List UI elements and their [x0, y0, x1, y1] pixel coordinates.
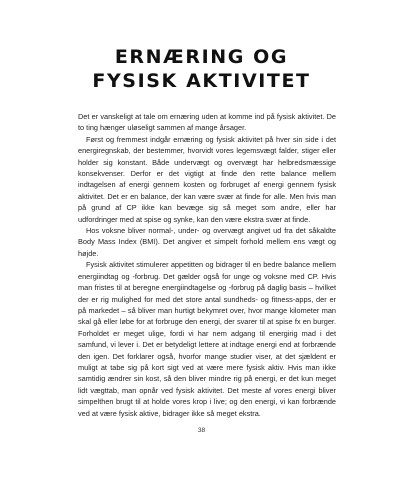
- chapter-title-line-1: ERNÆRING OG: [114, 46, 289, 68]
- chapter-title-line-2: FYSISK AKTIVITET: [92, 70, 311, 92]
- paragraph-bmi: Hos voksne bliver normal-, under- og overvægt angivet ud fra det såkaldte Body Mass Index (BMI). Det angiver et simpelt forhold mellem ens vægt og højde.: [78, 226, 336, 258]
- chapter-title: [0, 45, 403, 93]
- paragraph-physical-activity: Fysisk aktivitet stimulerer appetitten og bidrager til en bedre balance mellem energiindtag og -forbrug. Det gælder også for unge og voksne med CP. Hvis man fristes til at beregne energiindtagelse og -forbrug på daglig basis – hvilket der er rig mulighed for med det store antal sundheds- og fitness-apps, der er på markedet – så bliver man hurtigt bekymret over, hvor mange kilometer man skal gå eller løbe for at forbruge den energi, der svarer til at spise fx en burger. Forholdet er meget ulige, fordi vi har nem adgang til energirig mad i det samfund, vi lever i. Det er betydeligt lettere at indtage energi end at forbrænde den igen. Det forklarer også, hvorfor mange studier viser, at det sjældent er muligt at tabe sig på kort sigt ved at være mere fysisk aktiv. Hvis man ikke samtidig ændrer sin kost, så den bliver mindre rig på energi, er det kun meget lidt vægttab, man opnår ved fysisk aktivitet. Det meste af vores energi bliver simpelthen brugt til at holde vores krop i live; og den energi, vi kan forbrænde ved at være fysisk aktive, bidrager ikke så meget ekstra.: [78, 260, 336, 418]
- body-text: [78, 111, 336, 419]
- paragraph-energy-balance: Først og fremmest indgår ernæring og fysisk aktivitet på hver sin side i det energiregnskab, der bestemmer, hvorvidt vores legemsvægt falder, stiger eller holder sig konstant. Både undervægt og overvægt har helbredsmæssige konsekvenser. Derfor er det vigtigt at finde den rette balance mellem indtagelsen af energi gennem kosten og forbruget af energi gennem fysisk aktivitet. Det er en balance, der kan være svær at finde for alle. Men hvis man på grund af CP ikke kan bevæge sig så meget som andre, eller har udfordringer med at spise og synke, kan den være ekstra svær at finde.: [78, 134, 336, 224]
- page-number: 38: [197, 427, 206, 434]
- paragraph-intro: Det er vanskeligt at tale om ernæring uden at komme ind på fysisk aktivitet. De to ting hænger uløseligt sammen af mange årsager.: [78, 112, 336, 133]
